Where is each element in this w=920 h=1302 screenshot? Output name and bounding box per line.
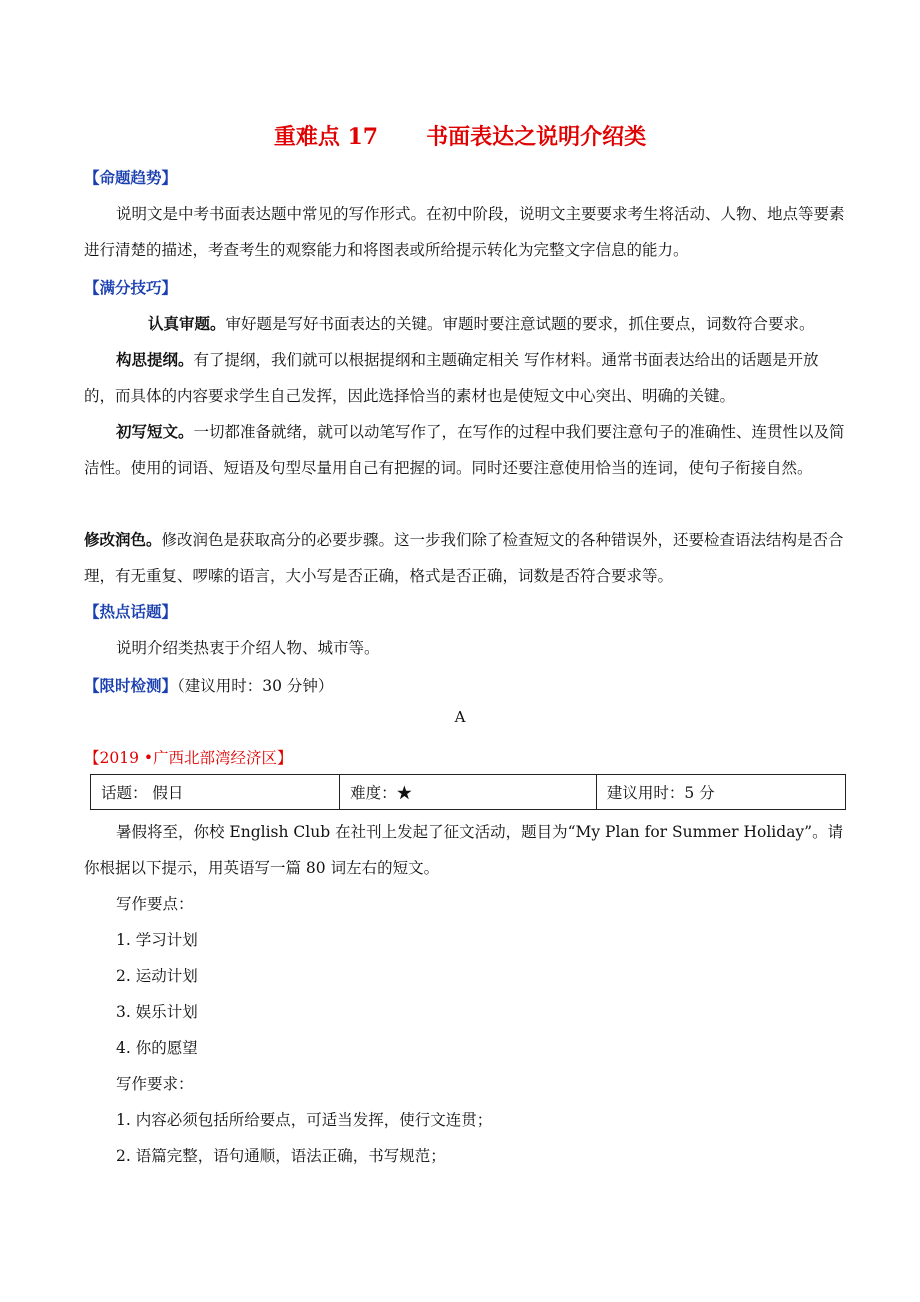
skill-lead: 认真审题。 — [148, 314, 226, 333]
skill-text: 审好题是写好书面表达的关键。审题时要注意试题的要求，抓住要点，词数符合要求。 — [225, 315, 815, 333]
list-item: 3. 娱乐计划 — [116, 1003, 198, 1021]
skill-item-1 — [84, 306, 846, 342]
section-heading-hot: 【热点话题】 — [84, 602, 178, 621]
list-item: 2. 语篇完整，语句通顺，语法正确，书写规范； — [116, 1147, 446, 1165]
writing-prompt: 暑假将至，你校 English Club 在社刊上发起了征文活动，题目为“My Plan for Summer Holiday”。请你根据以下提示，用英语写一篇 80 词左右的短文。 — [84, 823, 844, 877]
skill-lead: 初写短文。 — [116, 422, 194, 441]
points-heading: 写作要点： — [116, 895, 194, 913]
section-heading-test — [84, 674, 333, 696]
skill-item-2 — [84, 342, 846, 414]
list-item: 1. 内容必须包括所给要点，可适当发挥，使行文连贯； — [116, 1111, 493, 1129]
list-item: 2. 运动计划 — [116, 967, 198, 985]
topic-cell: 话题： 假日 — [91, 775, 340, 810]
table-row — [91, 775, 846, 810]
requirements-heading: 写作要求： — [116, 1075, 194, 1093]
skill-lead: 修改润色。 — [84, 530, 162, 549]
skill-item-4 — [84, 522, 846, 594]
title-number: 重难点 17 — [273, 124, 379, 150]
list-item: 1. 学习计划 — [116, 931, 198, 949]
hot-topic-text: 说明介绍类热衷于介绍人物、城市等。 — [116, 639, 380, 657]
section-heading-trend: 【命题趋势】 — [84, 168, 178, 187]
test-time-note: （建议用时：30 分钟） — [177, 677, 334, 695]
test-heading: 【限时检测】 — [84, 676, 178, 695]
info-table — [90, 774, 846, 810]
source-label: 【2019 •广西北部湾经济区】 — [84, 749, 293, 767]
title-text: 书面表达之说明介绍类 — [426, 124, 647, 150]
section-heading-skills: 【满分技巧】 — [84, 278, 178, 297]
skill-lead: 构思提纲。 — [116, 350, 194, 369]
skill-text: 一切都准备就绪，就可以动笔写作了，在写作的过程中我们要注意句子的准确性、连贯性以及简洁性。使用的词语、短语及句型尽量用自己有把握的词。同时还要注意使用恰当的连词，使句子衔接自然。 — [84, 423, 845, 477]
trend-paragraph: 说明文是中考书面表达题中常见的写作形式。在初中阶段，说明文主要要求考生将活动、人物、地点等要素进行清楚的描述，考查考生的观察能力和将图表或所给提示转化为完整文字信息的能力。 — [84, 205, 845, 259]
skill-text: 修改润色是获取高分的必要步骤。这一步我们除了检查短文的各种错误外，还要检查语法结构是否合理，有无重复、啰嗦的语言，大小写是否正确，格式是否正确，词数是否符合要求等。 — [84, 531, 844, 585]
page-title — [0, 120, 920, 151]
list-item: 4. 你的愿望 — [116, 1039, 198, 1057]
skill-item-3 — [84, 414, 846, 486]
difficulty-cell: 难度：★ — [340, 775, 597, 810]
time-cell: 建议用时：5 分 — [596, 775, 845, 810]
part-label: A — [454, 708, 466, 726]
skill-text: 有了提纲，我们就可以根据提纲和主题确定相关 写作材料。通常书面表达给出的话题是开放的，而具体的内容要求学生自己发挥，因此选择恰当的素材也是使短文中心突出、明确的关键。 — [84, 351, 819, 405]
